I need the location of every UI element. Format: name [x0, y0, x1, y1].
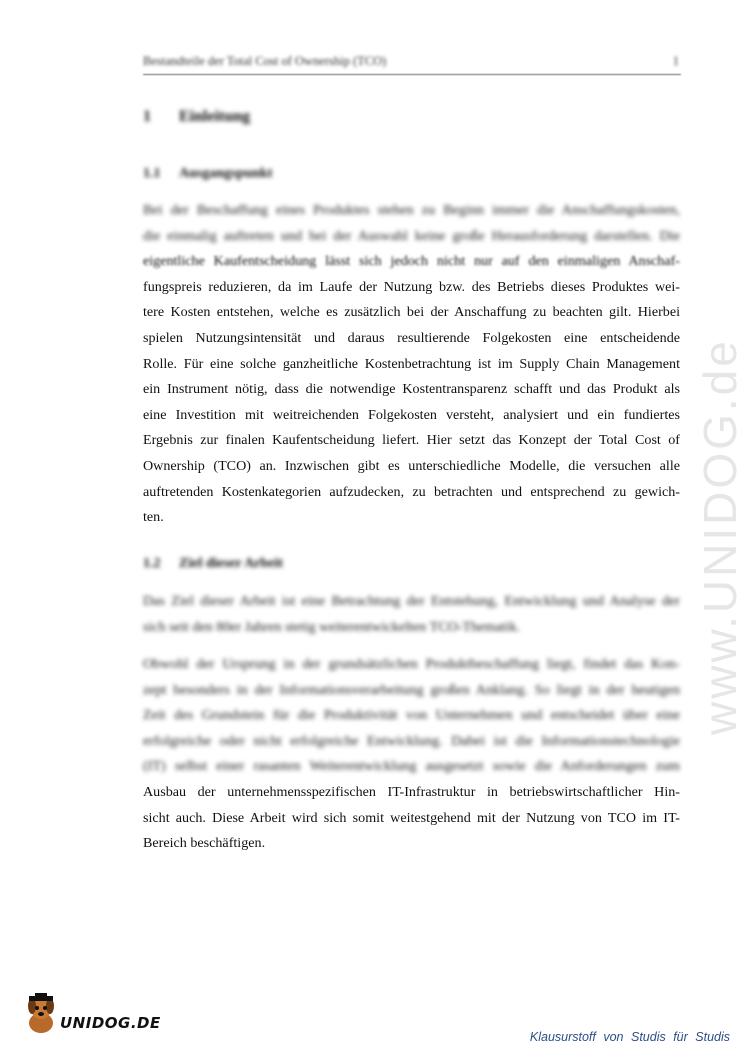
chapter-number: 1 — [143, 108, 151, 125]
paragraph-ziel-2 — [143, 652, 680, 857]
text-line: die einmalig auftreten und bei der Auswahl keine große Herausforderung darstellen. Die — [143, 227, 680, 244]
text-line: (IT) selbst einer rasanten Weiterentwicklung ausgesetzt sowie die Anforderungen zum — [143, 758, 680, 775]
dog-mascot-icon — [24, 993, 58, 1035]
paragraph-ausgangspunkt — [143, 198, 680, 531]
text-line: Bereich beschäftigen. — [143, 835, 266, 852]
section-number: 1.2 — [143, 556, 161, 571]
text-line: Ausbau der unternehmensspezifischen IT-Infrastruktur in betriebswirtschaftlicher Hin- — [143, 783, 680, 800]
text-line: Ergebnis zur finalen Kaufentscheidung liefert. Hier setzt das Konzept der Total Cost of — [143, 432, 680, 449]
section-title: Ausgangspunkt — [179, 166, 273, 181]
text-line: ein Instrument nötig, dass die notwendige Kostentransparenz schafft und das Produkt als — [143, 381, 680, 398]
running-title: Bestandteile der Total Cost of Ownership (TCO) — [143, 54, 387, 68]
text-line: erfolgreiche oder nicht erfolgreiche Entwicklung. Dabei ist die Informationstechnologie — [143, 732, 680, 749]
text-line: eigentliche Kaufentscheidung lässt sich jedoch nicht nur auf den einmaligen Anschaf- — [143, 253, 680, 270]
section-title: Ziel dieser Arbeit — [179, 556, 283, 571]
text-line: sich seit den 80er Jahren stetig weiterentwickelten TCO-Thematik. — [143, 618, 521, 635]
logo-wordmark: UNIDOG.DE — [60, 1014, 161, 1032]
text-line: eine Investition mit weitreichenden Folgekosten versteht, analysiert und ein fundiertes — [143, 406, 680, 423]
text-line: Bei der Beschaffung eines Produktes stehen zu Beginn immer die Anschaffungskosten, — [143, 202, 680, 218]
chapter-heading — [143, 108, 250, 126]
page-number: 1 — [672, 54, 679, 68]
paragraph-ziel-1 — [143, 589, 680, 640]
footer-logo[interactable] — [24, 985, 164, 1035]
section-heading-2 — [143, 556, 283, 572]
text-line: Rolle. Für eine solche ganzheitliche Kostenbetrachtung ist im Supply Chain Management — [143, 355, 680, 372]
text-line: fungspreis reduzieren, da im Laufe der Nutzung bzw. des Betriebs dieses Produktes wei- — [143, 278, 680, 295]
text-line: ten. — [143, 509, 164, 526]
text-line: zept besonders in der Informationsverarbeitung großen Anklang. So liegt in der heutigen — [143, 681, 680, 698]
text-line: auftretenden Kostenkategorien aufzudecken, zu betrachten und entsprechend zu gewich- — [143, 483, 680, 500]
text-line: sicht auch. Diese Arbeit wird sich somit weitestgehend mit der Nutzung von TCO im IT- — [143, 809, 680, 826]
section-heading-1 — [143, 166, 272, 182]
text-line: spielen Nutzungsintensität und daraus resultierende Folgekosten eine entscheidende — [143, 329, 680, 346]
text-line: Obwohl der Ursprung in der grundsätzlichen Produktbeschaffung liegt, findet das Kon- — [143, 656, 680, 672]
header-rule — [143, 74, 681, 75]
text-line: Das Ziel dieser Arbeit ist eine Betrachtung der Entstehung, Entwicklung und Analyse der — [143, 593, 680, 609]
chapter-title: Einleitung — [179, 108, 251, 125]
footer-claim: Klausurstoff von Studis für Studis — [529, 1030, 730, 1044]
section-number: 1.1 — [143, 166, 161, 181]
text-line: tere Kosten entstehen, welche es zusätzlich bei der Anschaffung zu beachten gilt. Hierbei — [143, 304, 680, 321]
text-line: Zeit des Grundstein für die Produktivität von Unternehmen und entscheidet über eine — [143, 707, 680, 724]
watermark-text: www.UNIDOG.de — [694, 338, 746, 735]
text-line: Ownership (TCO) an. Inzwischen gibt es unterschiedliche Modelle, die versuchen alle — [143, 457, 680, 474]
